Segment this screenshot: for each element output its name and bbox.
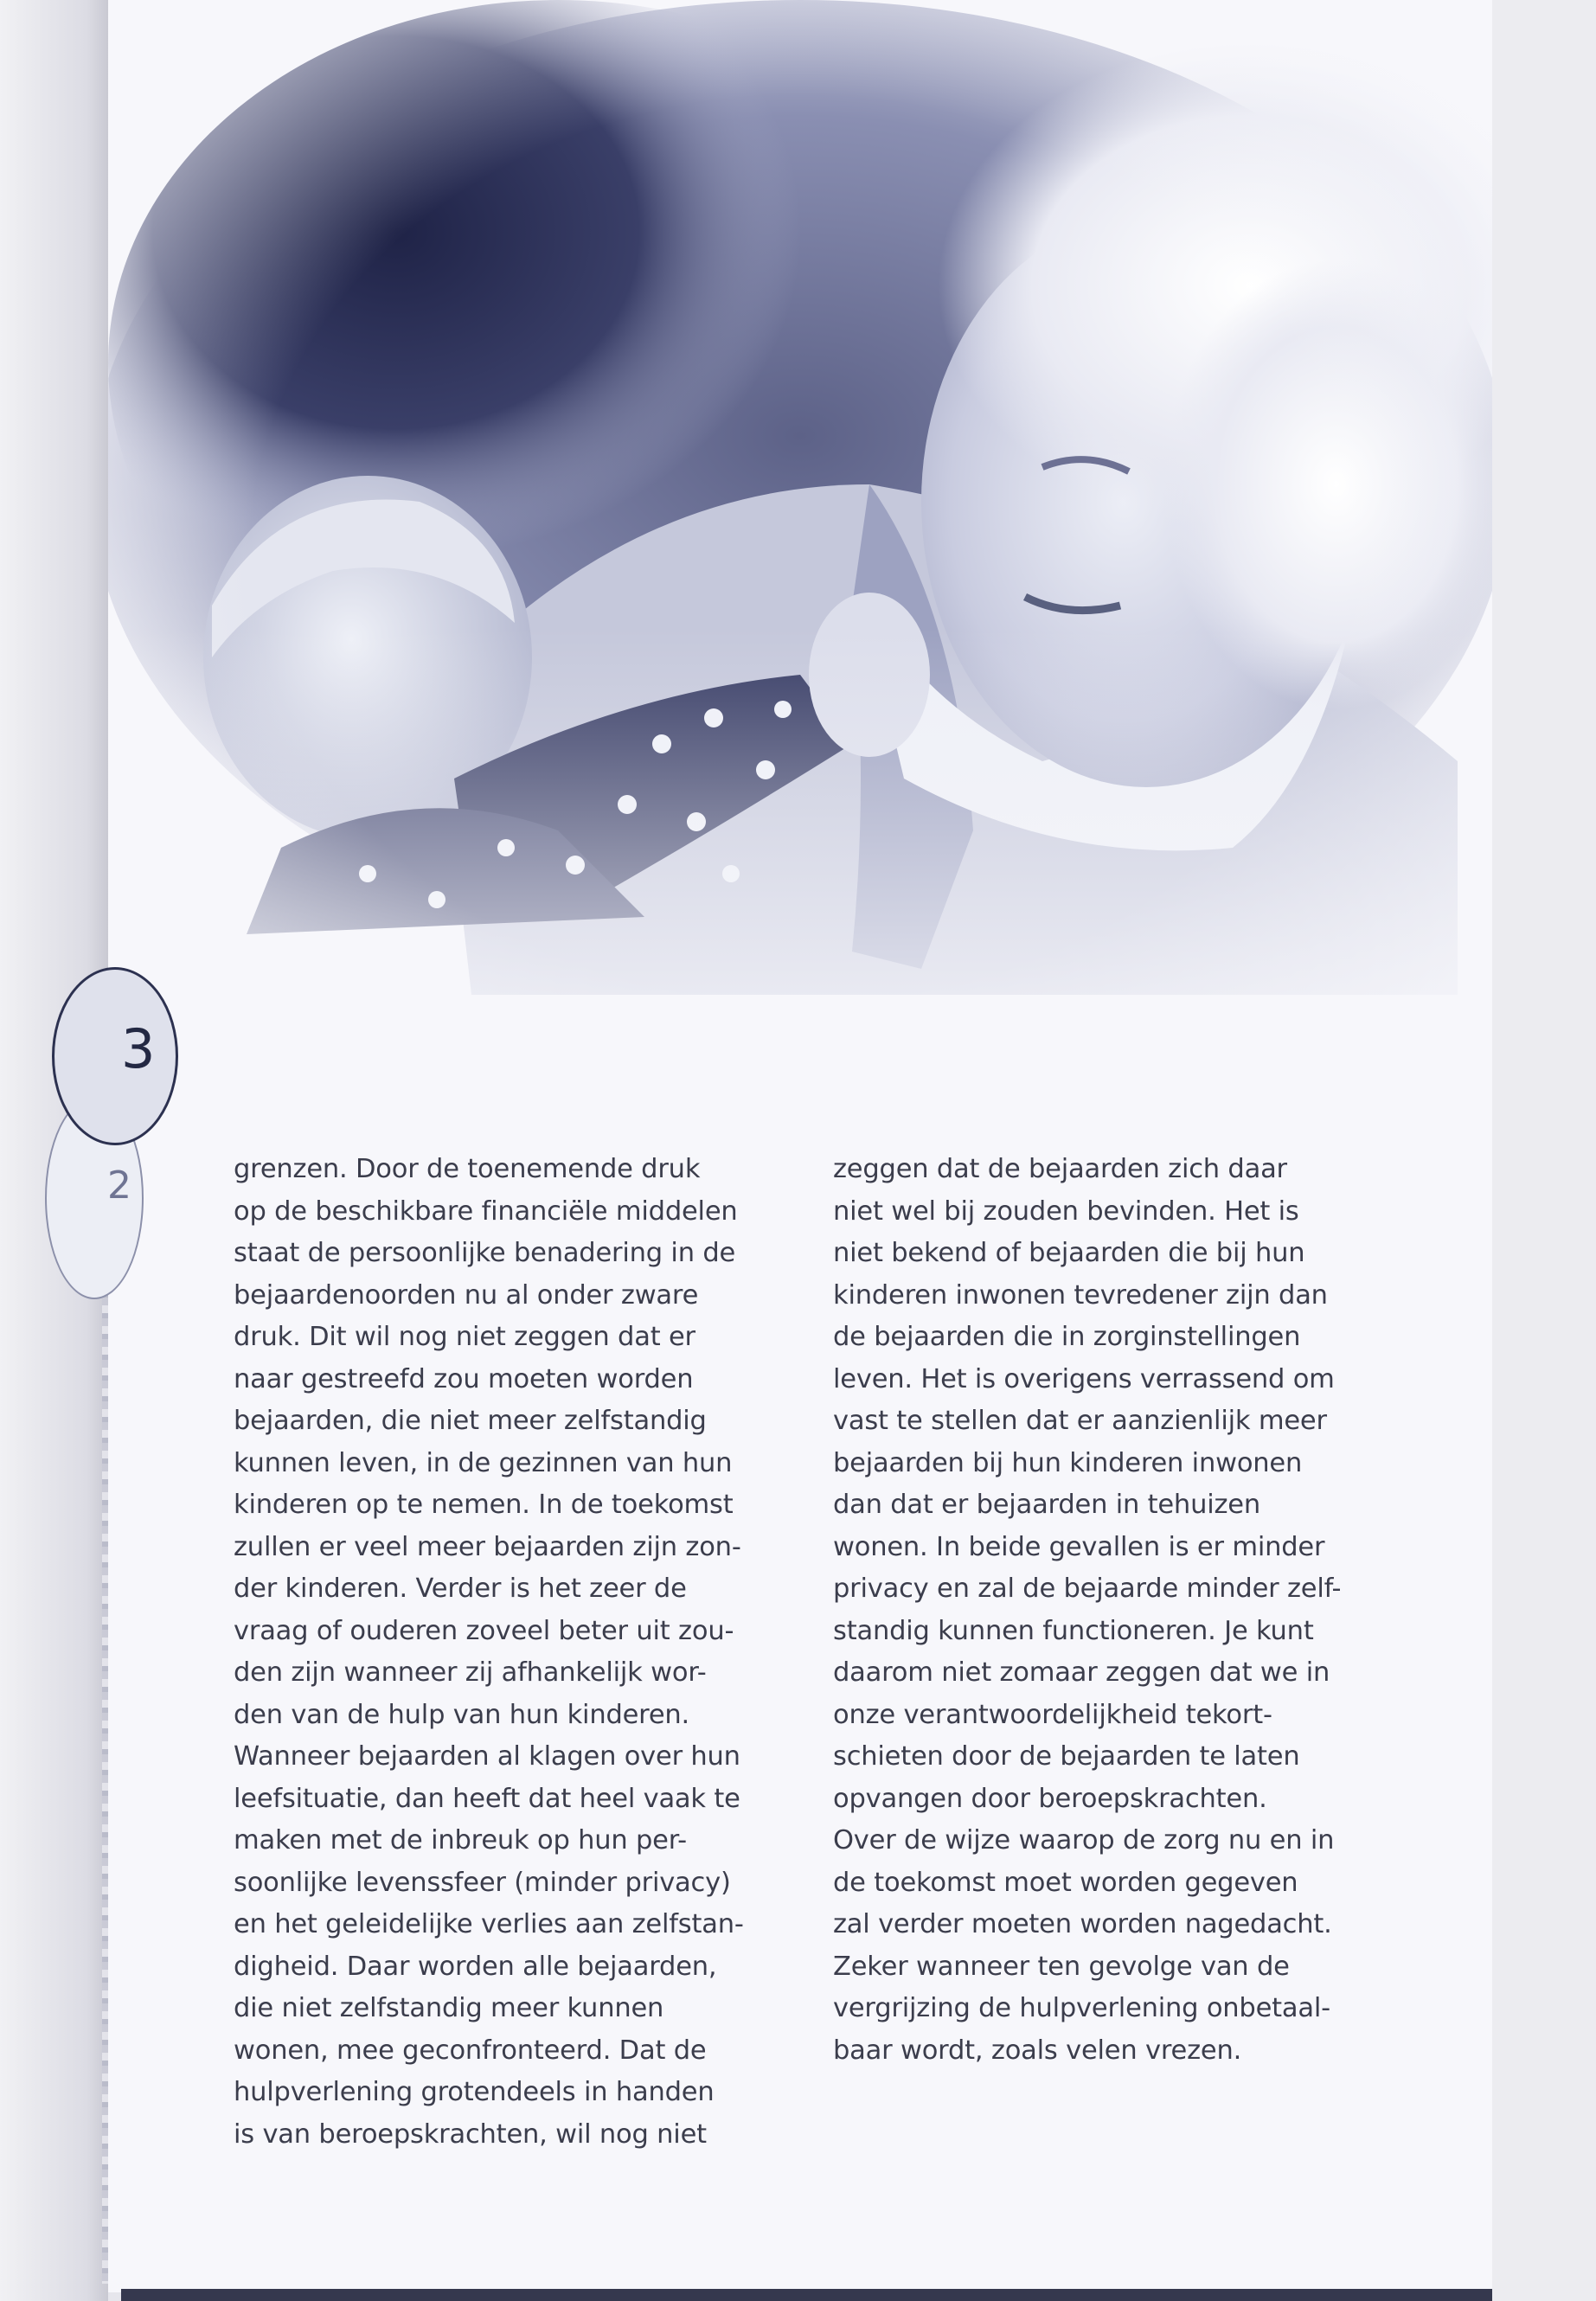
- page-tab-number-next: 2: [107, 1163, 131, 1208]
- text-line: soonlijke levenssfeer (minder privacy): [234, 1867, 731, 1898]
- text-line: vergrijzing de hulpverlening onbetaal-: [833, 1993, 1330, 2023]
- text-line: maken met de inbreuk op hun per-: [234, 1825, 687, 1856]
- text-column-right: [833, 1149, 1387, 2072]
- text-line: zullen er veel meer bejaarden zijn zon-: [234, 1531, 741, 1562]
- page-tab-number-current: 3: [121, 1017, 156, 1080]
- text-line: leven. Het is overigens verrassend om: [833, 1363, 1335, 1394]
- text-line: zal verder moeten worden nagedacht.: [833, 1909, 1332, 1939]
- text-line: kinderen op te nemen. In de toekomst: [234, 1490, 734, 1520]
- text-line: vraag of ouderen zoveel beter uit zou-: [234, 1615, 734, 1646]
- text-line: bejaarden, die niet meer zelfstandig: [234, 1406, 707, 1436]
- text-line: hulpverlening grotendeels in handen: [234, 2077, 715, 2107]
- text-line: baar wordt, zoals velen vrezen.: [833, 2035, 1242, 2066]
- text-line: der kinderen. Verder is het zeer de: [234, 1574, 687, 1604]
- text-line: Wanneer bejaarden al klagen over hun: [234, 1741, 740, 1772]
- text-line: de bejaarden die in zorginstellingen: [833, 1322, 1301, 1352]
- text-line: is van beroepskrachten, wil nog niet: [234, 2118, 707, 2150]
- page-tab-current: [52, 967, 178, 1145]
- text-line: daarom niet zomaar zeggen dat we in: [833, 1657, 1330, 1688]
- text-line: op de beschikbare financiële middelen: [234, 1195, 738, 1227]
- text-line: den van de hulp van hun kinderen.: [234, 1699, 690, 1730]
- page-right-margin: [1492, 0, 1596, 2301]
- text-line: vast te stellen dat er aanzienlijk meer: [833, 1406, 1327, 1436]
- text-line: Zeker wanneer ten gevolge van de: [833, 1951, 1290, 1982]
- text-line: die niet zelfstandig meer kunnen: [234, 1993, 664, 2023]
- photo-grandparent-and-child: [108, 0, 1492, 1142]
- text-line: dan dat er bejaarden in tehuizen: [833, 1490, 1260, 1520]
- text-line: zeggen dat de bejaarden zich daar: [833, 1154, 1287, 1184]
- text-line: bejaarden bij hun kinderen inwonen: [833, 1447, 1303, 1478]
- text-line: niet bekend of bejaarden die bij hun: [833, 1238, 1305, 1268]
- text-line: den zijn wanneer zij afhankelijk wor-: [234, 1657, 707, 1688]
- text-line: niet wel bij zouden bevinden. Het is: [833, 1195, 1299, 1227]
- text-line: druk. Dit wil nog niet zeggen dat er: [234, 1322, 695, 1352]
- text-line: standig kunnen functioneren. Je kunt: [833, 1615, 1314, 1646]
- text-line: bejaardenoorden nu al onder zware: [234, 1279, 699, 1311]
- text-line: de toekomst moet worden gegeven: [833, 1867, 1298, 1898]
- text-line: schieten door de bejaarden te laten: [833, 1741, 1300, 1772]
- text-line: wonen, mee geconfronteerd. Dat de: [234, 2035, 707, 2066]
- text-line: naar gestreefd zou moeten worden: [234, 1363, 694, 1394]
- text-column-left: [234, 1149, 787, 2156]
- text-line: grenzen. Door de toenemende druk: [234, 1154, 701, 1184]
- text-line: kunnen leven, in de gezinnen van hun: [234, 1447, 733, 1478]
- text-line: Over de wijze waarop de zorg nu en in: [833, 1825, 1335, 1856]
- text-line: onze verantwoordelijkheid tekort-: [833, 1699, 1272, 1730]
- text-line: en het geleidelijke verlies aan zelfstan-: [234, 1909, 744, 1939]
- bottom-edge-bar: [121, 2289, 1492, 2301]
- book-page: [108, 0, 1492, 2292]
- text-line: leefsituatie, dan heeft dat heel vaak te: [234, 1783, 740, 1814]
- text-line: wonen. In beide gevallen is er minder: [833, 1531, 1325, 1562]
- text-line: opvangen door beroepskrachten.: [833, 1783, 1267, 1814]
- text-line: kinderen inwonen tevredener zijn dan: [833, 1279, 1328, 1311]
- text-line: staat de persoonlijke benadering in de: [234, 1238, 736, 1268]
- text-line: privacy en zal de bejaarde minder zelf-: [833, 1574, 1342, 1604]
- text-line: digheid. Daar worden alle bejaarden,: [234, 1951, 717, 1982]
